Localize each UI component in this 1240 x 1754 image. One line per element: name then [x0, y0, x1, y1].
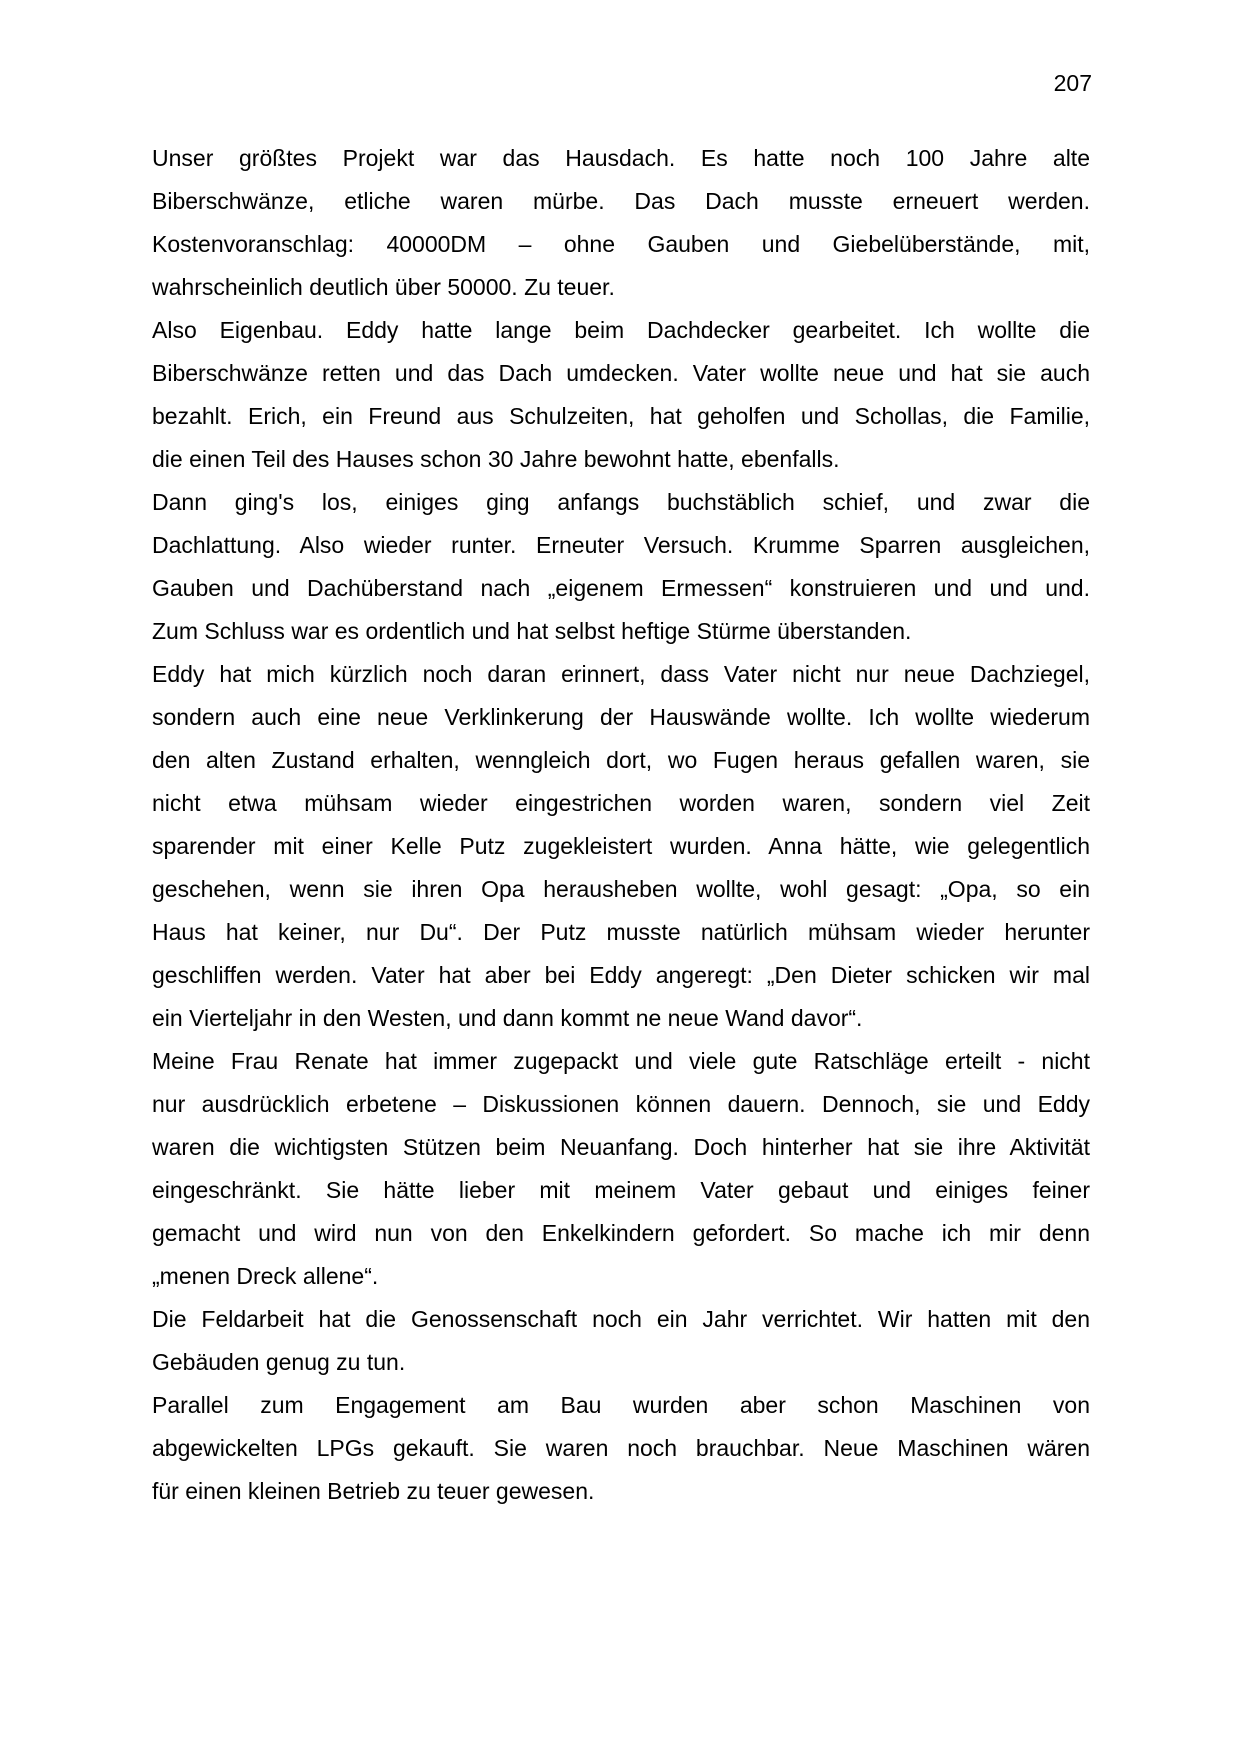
text-line: Gebäuden genug zu tun. — [152, 1349, 406, 1375]
text-line: den alten Zustand erhalten, wenngleich dort, wo Fugen heraus gefallen waren, sie — [152, 747, 1090, 773]
text-line: Dachlattung. Also wieder runter. Erneuter Versuch. Krumme Sparren ausgleichen, — [152, 532, 1090, 558]
text-line: geschehen, wenn sie ihren Opa herausheben wollte, wohl gesagt: „Opa, so ein — [152, 876, 1090, 902]
text-line: Parallel zum Engagement am Bau wurden aber schon Maschinen von — [152, 1392, 1090, 1418]
text-line: Biberschwänze retten und das Dach umdecken. Vater wollte neue und hat sie auch — [152, 360, 1090, 386]
text-line: die einen Teil des Hauses schon 30 Jahre bewohnt hatte, ebenfalls. — [152, 446, 840, 472]
text-line: „menen Dreck allene“. — [152, 1263, 379, 1289]
text-line: wahrscheinlich deutlich über 50000. Zu teuer. — [152, 274, 615, 300]
text-line: für einen kleinen Betrieb zu teuer gewesen. — [152, 1478, 595, 1504]
body-text — [152, 137, 1090, 1513]
text-line: abgewickelten LPGs gekauft. Sie waren noch brauchbar. Neue Maschinen wären — [152, 1435, 1090, 1461]
text-line: Kostenvoranschlag: 40000DM – ohne Gauben und Giebelüberstände, mit, — [152, 231, 1090, 257]
page-number: 207 — [1053, 70, 1092, 96]
text-line: gemacht und wird nun von den Enkelkindern gefordert. So mache ich mir denn — [152, 1220, 1090, 1246]
text-line: Die Feldarbeit hat die Genossenschaft noch ein Jahr verrichtet. Wir hatten mit den — [152, 1306, 1090, 1332]
text-line: waren die wichtigsten Stützen beim Neuanfang. Doch hinterher hat sie ihre Aktivität — [152, 1134, 1090, 1160]
text-line: Gauben und Dachüberstand nach „eigenem Ermessen“ konstruieren und und und. — [152, 575, 1090, 601]
text-line: Eddy hat mich kürzlich noch daran erinnert, dass Vater nicht nur neue Dachziegel, — [152, 661, 1090, 687]
text-line: Biberschwänze, etliche waren mürbe. Das Dach musste erneuert werden. — [152, 188, 1090, 214]
text-line: Haus hat keiner, nur Du“. Der Putz musste natürlich mühsam wieder herunter — [152, 919, 1090, 945]
text-line: bezahlt. Erich, ein Freund aus Schulzeiten, hat geholfen und Schollas, die Familie, — [152, 403, 1090, 429]
text-line: Dann ging's los, einiges ging anfangs buchstäblich schief, und zwar die — [152, 489, 1090, 515]
text-line: Also Eigenbau. Eddy hatte lange beim Dachdecker gearbeitet. Ich wollte die — [152, 317, 1090, 343]
text-line: Meine Frau Renate hat immer zugepackt und viele gute Ratschläge erteilt - nicht — [152, 1048, 1090, 1074]
text-line: nur ausdrücklich erbetene – Diskussionen können dauern. Dennoch, sie und Eddy — [152, 1091, 1090, 1117]
text-line: nicht etwa mühsam wieder eingestrichen worden waren, sondern viel Zeit — [152, 790, 1090, 816]
text-line: sondern auch eine neue Verklinkerung der Hauswände wollte. Ich wollte wiederum — [152, 704, 1090, 730]
text-line: ein Vierteljahr in den Westen, und dann kommt ne neue Wand davor“. — [152, 1005, 863, 1031]
text-line: Zum Schluss war es ordentlich und hat selbst heftige Stürme überstanden. — [152, 618, 912, 644]
text-line: Unser größtes Projekt war das Hausdach. Es hatte noch 100 Jahre alte — [152, 145, 1090, 171]
text-line: sparender mit einer Kelle Putz zugekleistert wurden. Anna hätte, wie gelegentlich — [152, 833, 1090, 859]
text-line: geschliffen werden. Vater hat aber bei Eddy angeregt: „Den Dieter schicken wir mal — [152, 962, 1090, 988]
text-line: eingeschränkt. Sie hätte lieber mit meinem Vater gebaut und einiges feiner — [152, 1177, 1090, 1203]
